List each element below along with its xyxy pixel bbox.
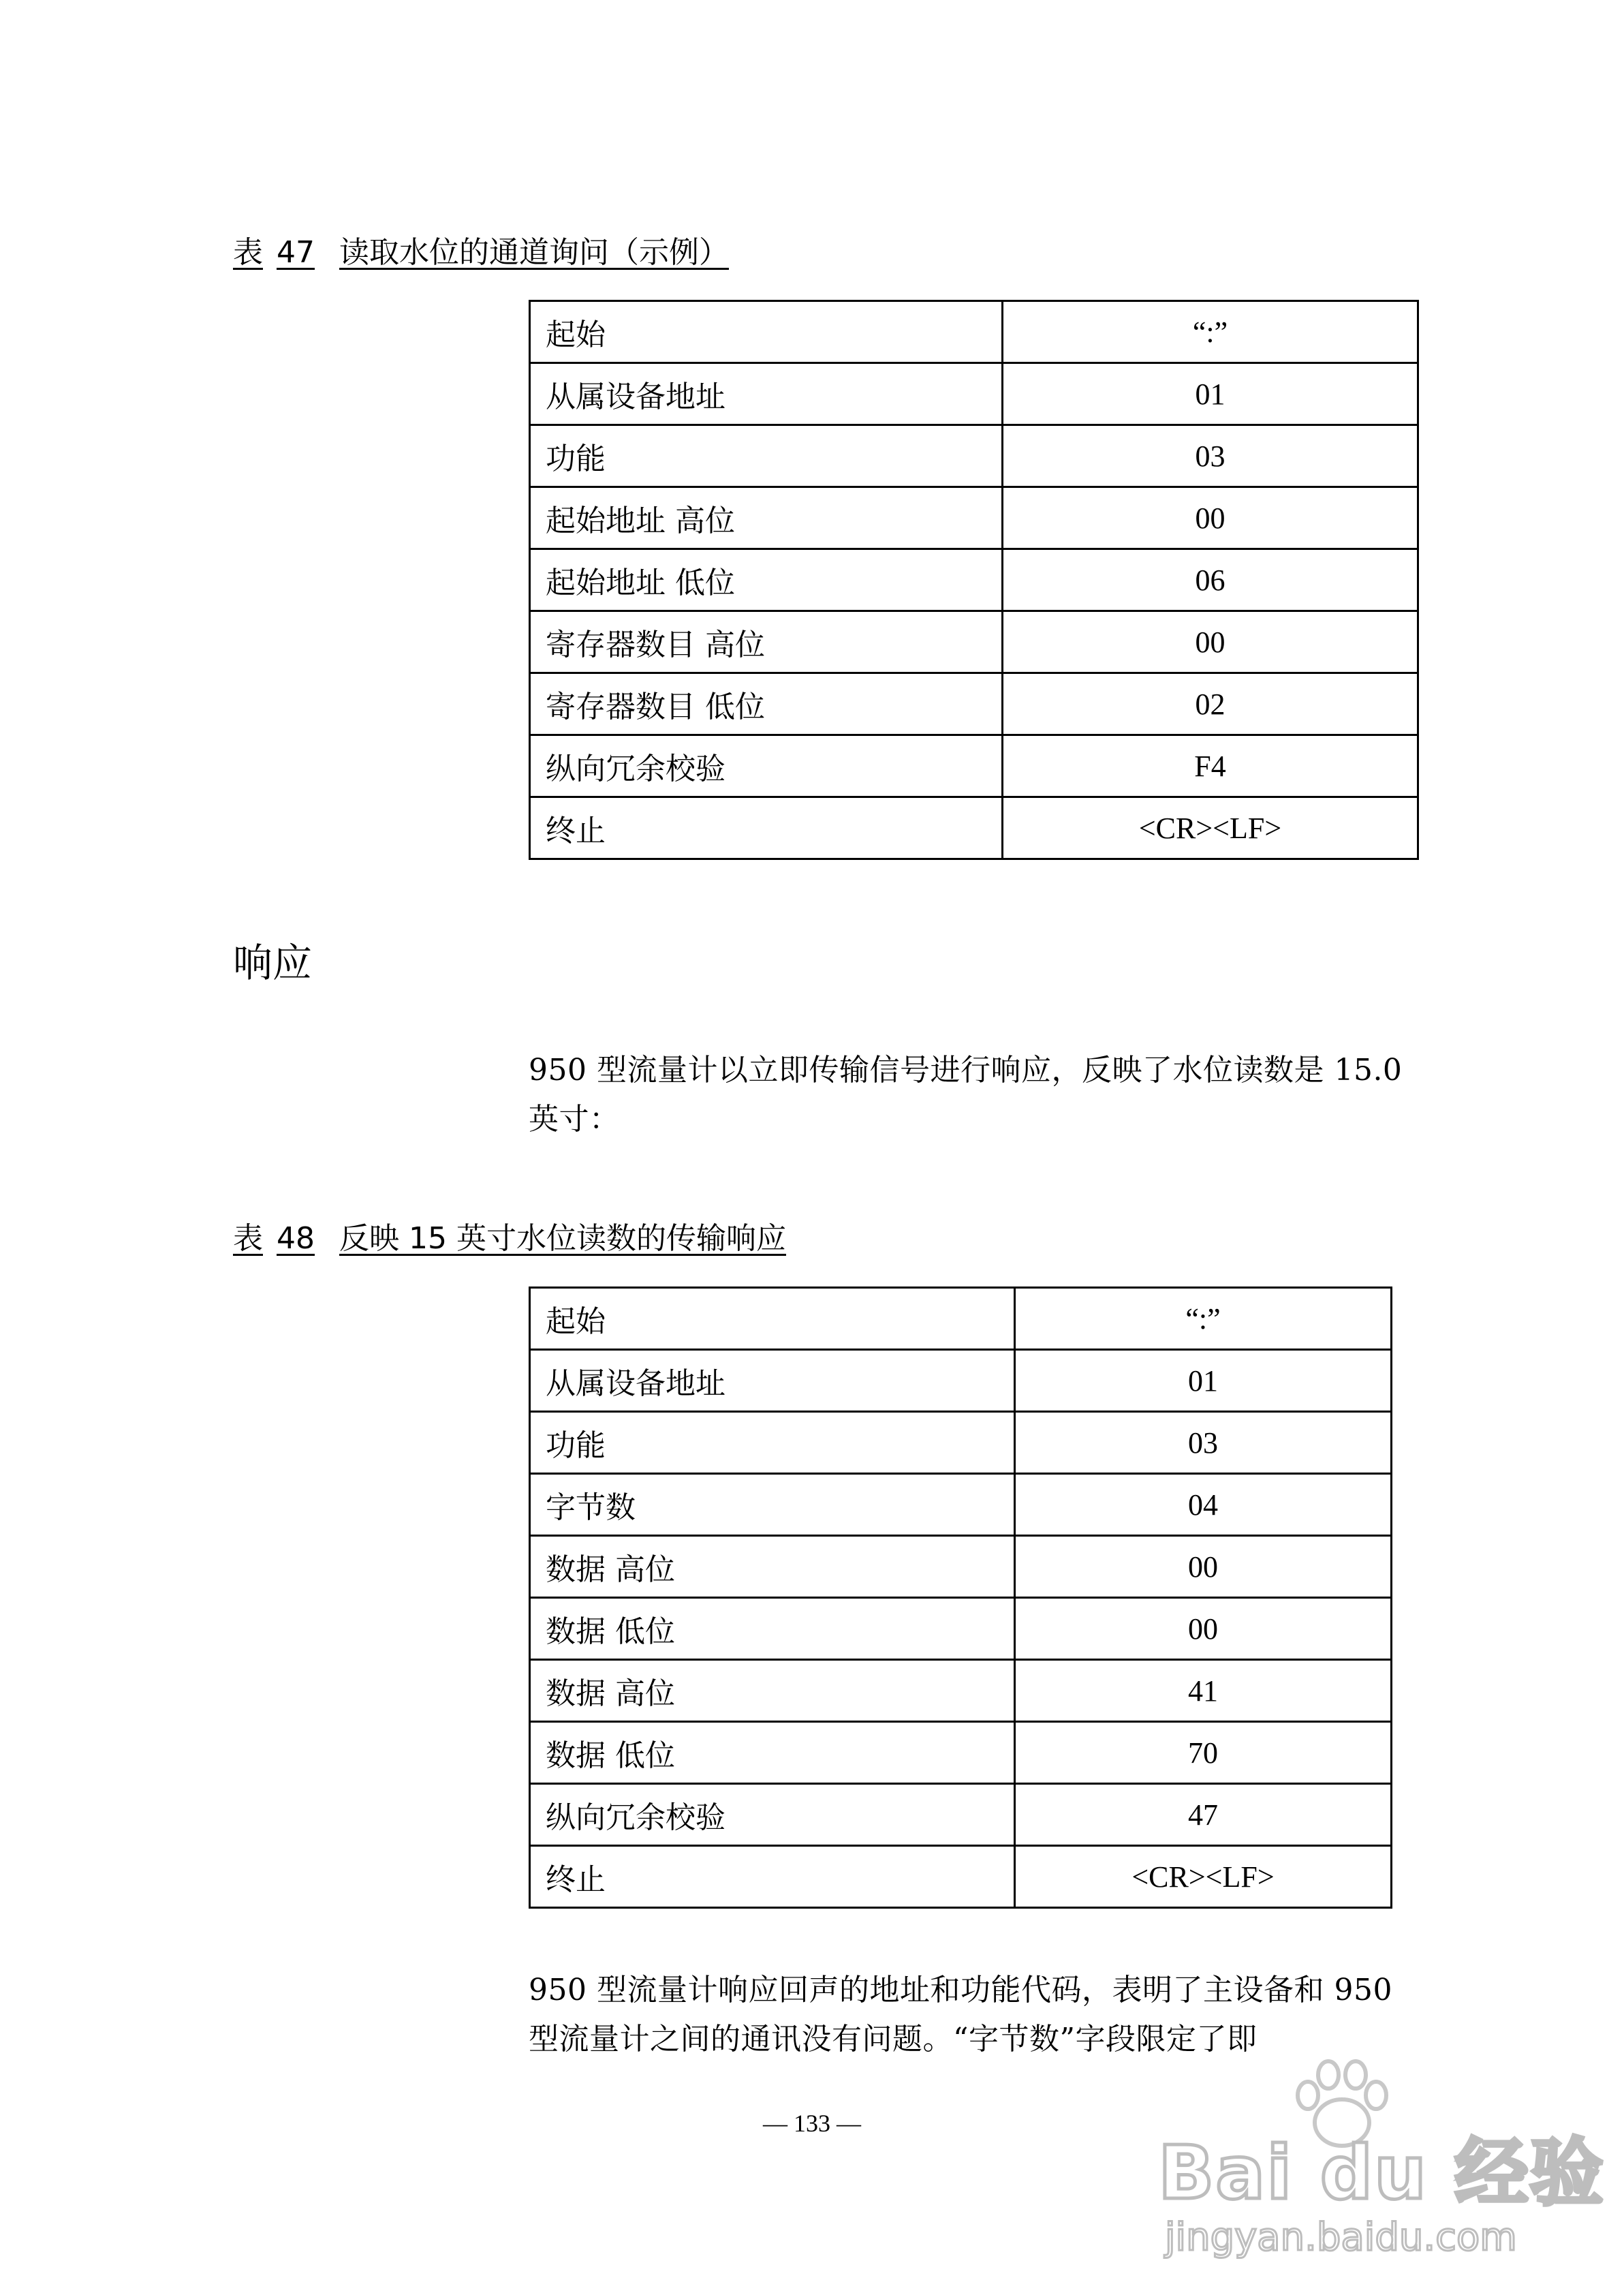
row-value: <CR><LF> [1003, 797, 1418, 859]
table-48 [529, 1287, 1392, 1909]
table-47-caption [233, 234, 729, 272]
table-row [530, 1784, 1392, 1846]
row-label: 功能 [530, 425, 1003, 487]
row-value: 00 [1015, 1598, 1392, 1660]
row-label: 起始 [530, 1288, 1015, 1350]
row-value: 70 [1015, 1722, 1392, 1784]
caption-number: 48 [277, 1221, 315, 1256]
echo-paragraph: 950 型流量计响应回声的地址和功能代码，表明了主设备和 950 型流量计之间的通讯没有问题。“字节数”字段限定了即 [529, 1973, 1392, 2057]
row-value: 06 [1003, 549, 1418, 611]
row-label: 从属设备地址 [530, 363, 1003, 425]
row-value: 00 [1003, 487, 1418, 549]
table-48-caption [233, 1220, 786, 1258]
table-row [530, 549, 1418, 611]
table-row [530, 487, 1418, 549]
row-label: 起始 [530, 301, 1003, 363]
table-row [530, 611, 1418, 673]
row-label: 数据 低位 [530, 1598, 1015, 1660]
section-heading-response: 响应 [233, 940, 313, 986]
row-label: 终止 [530, 797, 1003, 859]
row-value: 04 [1015, 1474, 1392, 1536]
table-row [530, 673, 1418, 735]
table-47 [529, 300, 1419, 860]
table-row [530, 1598, 1392, 1660]
row-label: 数据 低位 [530, 1722, 1015, 1784]
row-label: 数据 高位 [530, 1536, 1015, 1598]
table-row [530, 1288, 1392, 1350]
table-row [530, 1536, 1392, 1598]
table-row [530, 1474, 1392, 1536]
table-row [530, 425, 1418, 487]
response-paragraph: 950 型流量计以立即传输信号进行响应，反映了水位读数是 15.0 英寸： [529, 1053, 1403, 1137]
table-row [530, 363, 1418, 425]
row-value: 03 [1003, 425, 1418, 487]
row-label: 功能 [530, 1412, 1015, 1474]
baidu-jingyan-watermark [1158, 2058, 1605, 2262]
watermark-url: jingyan.baidu.com [1165, 2215, 1517, 2260]
table-row [530, 1412, 1392, 1474]
page-footer: — 133 — [763, 2110, 861, 2137]
table-row [530, 1350, 1392, 1412]
caption-prefix: 表 [233, 235, 263, 270]
row-label: 纵向冗余校验 [530, 735, 1003, 797]
row-label: 起始地址 低位 [530, 549, 1003, 611]
row-value: 03 [1015, 1412, 1392, 1474]
row-label: 终止 [530, 1846, 1015, 1908]
row-value: 02 [1003, 673, 1418, 735]
row-value: “:” [1015, 1288, 1392, 1350]
row-label: 数据 高位 [530, 1660, 1015, 1722]
row-value: 01 [1015, 1350, 1392, 1412]
caption-prefix: 表 [233, 1221, 263, 1256]
row-label: 寄存器数目 高位 [530, 611, 1003, 673]
row-value: 00 [1015, 1536, 1392, 1598]
row-label: 从属设备地址 [530, 1350, 1015, 1412]
page-number: 133 [794, 2110, 830, 2137]
caption-title: 反映 15 英寸水位读数的传输响应 [339, 1221, 786, 1256]
row-label: 字节数 [530, 1474, 1015, 1536]
row-value: <CR><LF> [1015, 1846, 1392, 1908]
table-row [530, 797, 1418, 859]
table-row [530, 1846, 1392, 1908]
table-row [530, 1660, 1392, 1722]
caption-number: 47 [277, 235, 315, 270]
table-row [530, 1722, 1392, 1784]
row-value: F4 [1003, 735, 1418, 797]
table-row [530, 735, 1418, 797]
row-value: “:” [1003, 301, 1418, 363]
row-value: 00 [1003, 611, 1418, 673]
row-label: 起始地址 高位 [530, 487, 1003, 549]
row-value: 47 [1015, 1784, 1392, 1846]
row-label: 纵向冗余校验 [530, 1784, 1015, 1846]
watermark-logo-text: Bai du 经验 [1158, 2131, 1605, 2216]
row-value: 41 [1015, 1660, 1392, 1722]
row-value: 01 [1003, 363, 1418, 425]
row-label: 寄存器数目 低位 [530, 673, 1003, 735]
table-row [530, 301, 1418, 363]
caption-title: 读取水位的通道询问（示例） [339, 235, 729, 270]
